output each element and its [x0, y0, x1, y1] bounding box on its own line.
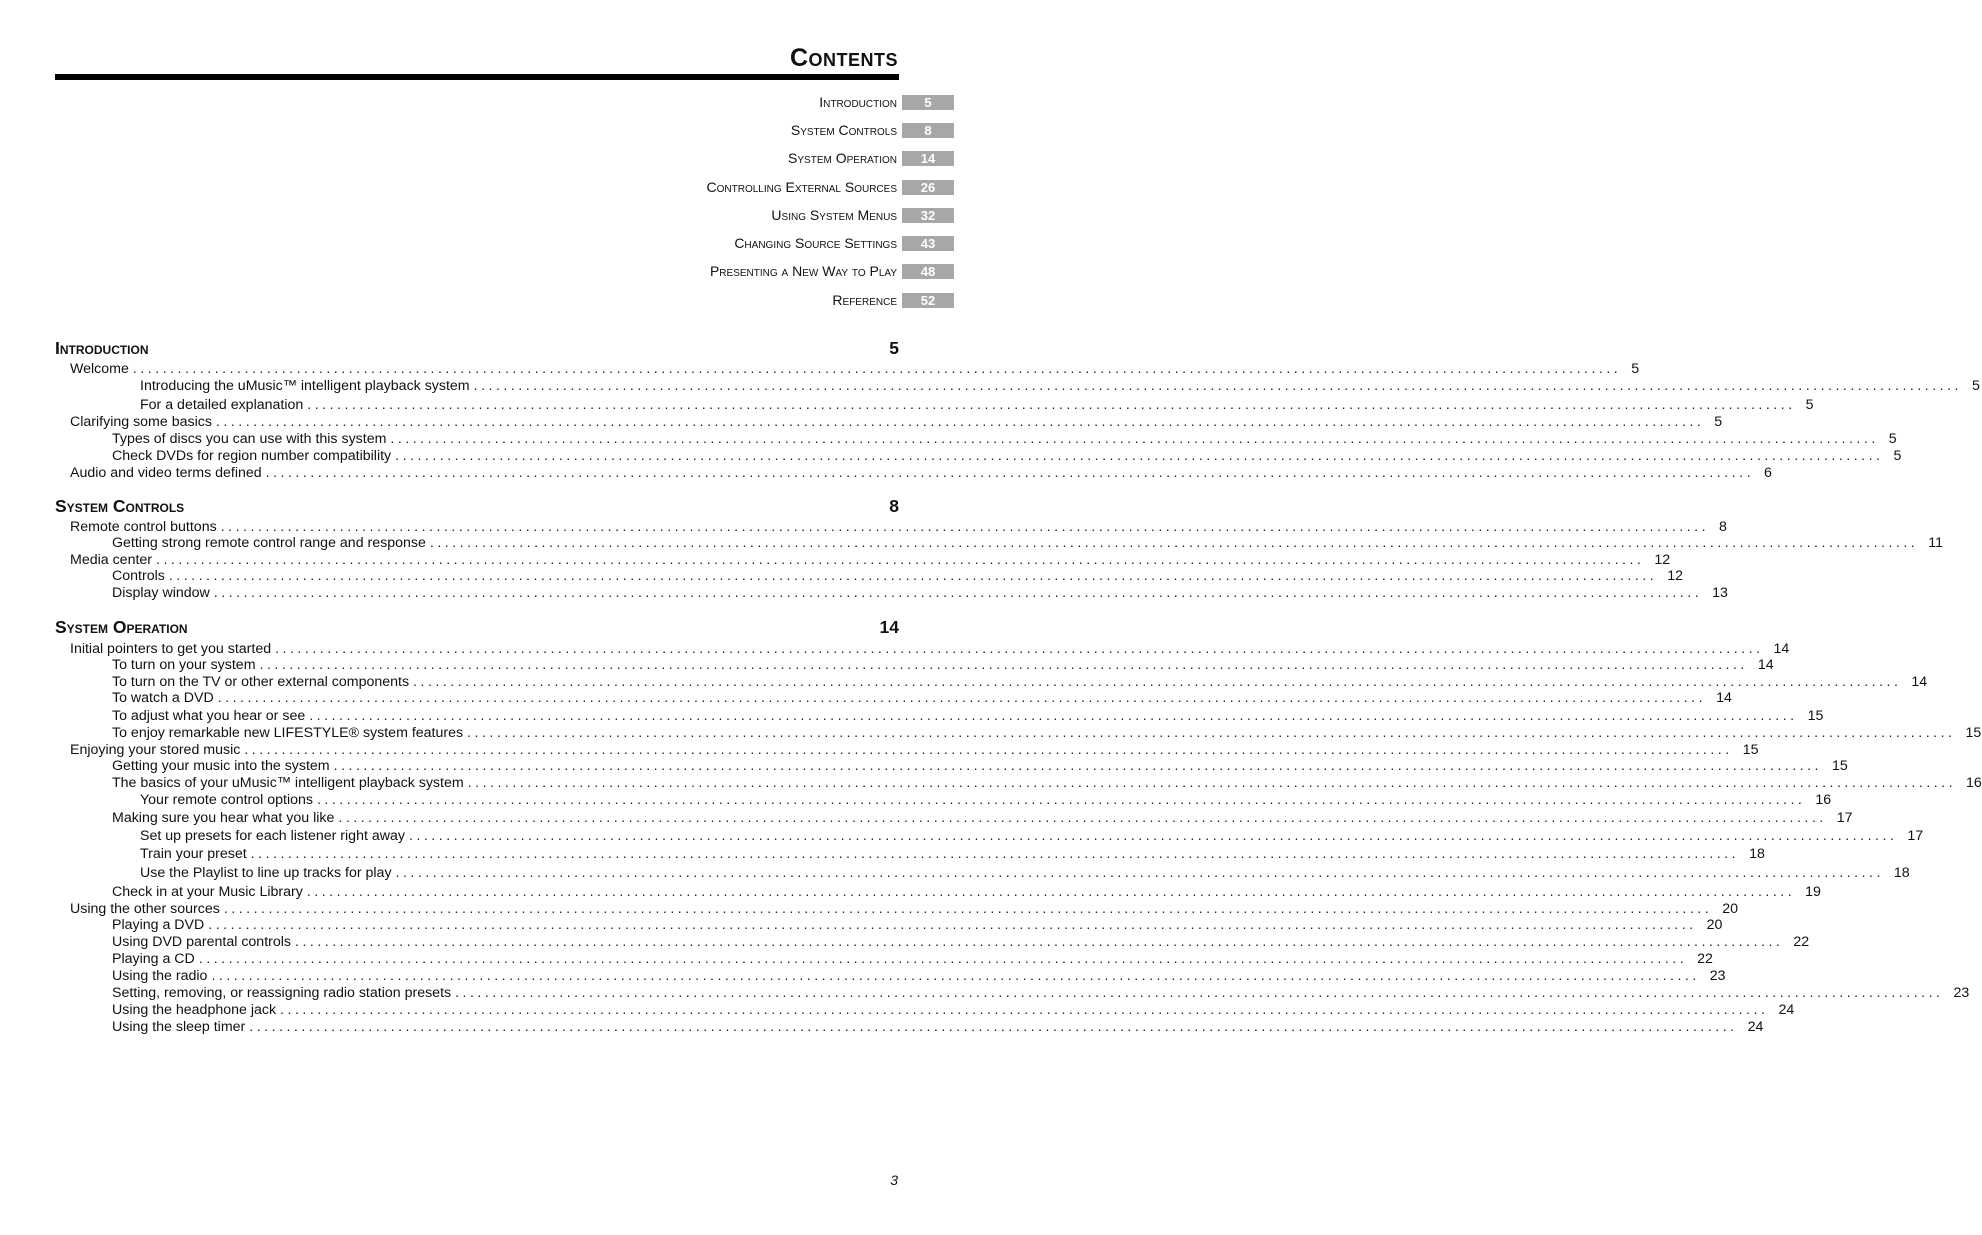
toc-entry-page: 20	[1722, 901, 1738, 917]
dot-leader: ........................................................................................................................................................................................................	[198, 951, 1688, 967]
toc-entry[interactable]	[70, 465, 1772, 482]
toc-entry-label: Clarifying some basics	[70, 414, 212, 430]
dot-leader: ........................................................................................................................................................................................................	[213, 585, 1703, 601]
toc-entry[interactable]	[70, 901, 1738, 918]
dot-leader: ........................................................................................................................................................................................................	[306, 884, 1796, 900]
dot-leader: ........................................................................................................................................................................................................	[295, 934, 1784, 950]
toc-entry-label: To turn on your system	[112, 657, 256, 673]
toc-entry-page: 6	[1764, 465, 1772, 481]
chapter-tab-page: 14	[902, 151, 954, 166]
page-number: 3	[890, 1172, 898, 1188]
dot-leader: ........................................................................................................................................................................................................	[223, 901, 1713, 917]
toc-entry[interactable]	[112, 775, 1982, 792]
toc-entry-label: Getting your music into the system	[112, 758, 330, 774]
toc-entry-page: 13	[1712, 585, 1728, 601]
chapter-tab-page: 8	[902, 123, 954, 138]
toc-entry[interactable]	[140, 828, 1924, 845]
toc-entry-label: Getting strong remote control range and response	[112, 535, 426, 551]
dot-leader: ........................................................................................................................................................................................................	[467, 775, 1957, 791]
dot-leader: ........................................................................................................................................................................................................	[338, 810, 1827, 826]
toc-entry-label: Playing a CD	[112, 951, 195, 967]
dot-leader: ........................................................................................................................................................................................................	[395, 865, 1884, 881]
dot-leader: ........................................................................................................................................................................................................	[249, 1019, 1738, 1035]
toc-entry-page: 24	[1747, 1019, 1764, 1035]
dot-leader: ........................................................................................................................................................................................................	[316, 792, 1806, 808]
toc-entry[interactable]	[112, 690, 1732, 707]
dot-leader: ........................................................................................................................................................................................................	[307, 397, 1796, 413]
chapter-tab-page: 43	[902, 236, 954, 251]
toc-entry[interactable]	[140, 865, 1910, 882]
toc-entry-page: 23	[1709, 968, 1726, 984]
dot-leader: ........................................................................................................................................................................................................	[259, 657, 1748, 673]
section-title: System Operation	[55, 617, 188, 637]
section-title: Introduction	[55, 338, 149, 358]
toc-entry-label: Your remote control options	[140, 792, 313, 808]
toc-entry-page: 5	[1631, 361, 1640, 377]
toc-entry[interactable]	[112, 431, 1897, 448]
chapter-tab-label: Using System Menus	[771, 207, 897, 223]
toc-entry-label: Setting, removing, or reassigning radio station presets	[112, 985, 452, 1001]
toc-entry-label: Use the Playlist to line up tracks for play	[140, 865, 392, 881]
dot-leader: ........................................................................................................................................................................................................	[132, 361, 1622, 377]
toc-entry-page: 5	[1805, 397, 1814, 413]
toc-entry[interactable]	[112, 708, 1824, 725]
toc-entry-page: 14	[1911, 674, 1928, 690]
toc-entry-page: 24	[1778, 1002, 1795, 1018]
toc-entry-label: Using the headphone jack	[112, 1002, 277, 1018]
dot-leader: ........................................................................................................................................................................................................	[408, 828, 1898, 844]
section-title: System Controls	[55, 496, 185, 516]
section-heading[interactable]	[55, 617, 899, 639]
toc-entry-label: Playing a DVD	[112, 917, 205, 933]
toc-entry-label: To enjoy remarkable new LIFESTYLE® system features	[112, 725, 464, 741]
toc-entry-label: To watch a DVD	[112, 690, 214, 706]
toc-entry-label: Set up presets for each listener right away	[140, 828, 405, 844]
toc-entry-page: 5	[1971, 378, 1980, 394]
toc-entry-label: Types of discs you can use with this system	[112, 431, 387, 447]
chapter-tab-page: 52	[902, 293, 954, 308]
toc-entry-page: 14	[1773, 641, 1790, 657]
toc-entry[interactable]	[112, 968, 1726, 985]
toc-entry[interactable]	[70, 414, 1723, 431]
toc-entry[interactable]	[70, 742, 1759, 759]
toc-entry-page: 8	[1719, 519, 1727, 535]
toc-entry[interactable]	[140, 846, 1765, 863]
toc-entry-label: To turn on the TV or other external components	[112, 674, 410, 690]
toc-entry-page: 14	[1716, 690, 1732, 706]
toc-entry-label: Initial pointers to get you started	[70, 641, 272, 657]
toc-entry-label: Train your preset	[140, 846, 247, 862]
toc-entry[interactable]	[112, 657, 1774, 674]
dot-leader: ........................................................................................................................................................................................................	[455, 985, 1944, 1001]
toc-entry[interactable]	[112, 674, 1928, 691]
toc-entry[interactable]	[112, 951, 1713, 968]
dot-leader: ........................................................................................................................................................................................................	[215, 414, 1705, 430]
toc-entry-page: 16	[1815, 792, 1832, 808]
chapter-tab-page: 48	[902, 264, 954, 279]
toc-entry[interactable]	[70, 519, 1727, 536]
toc-entry[interactable]	[112, 725, 1982, 742]
toc-entry-page: 18	[1749, 846, 1765, 862]
toc-entry[interactable]	[112, 568, 1683, 585]
section-heading[interactable]	[55, 338, 899, 360]
toc-entry-page: 23	[1953, 985, 1970, 1001]
chapter-tab-page: 26	[902, 180, 954, 195]
toc-entry[interactable]	[112, 1002, 1795, 1019]
section-heading[interactable]	[55, 496, 899, 518]
toc-entry[interactable]	[112, 985, 1970, 1002]
toc-entry[interactable]	[112, 585, 1728, 602]
dot-leader: ........................................................................................................................................................................................................	[429, 535, 1919, 551]
toc-entry-page: 15	[1965, 725, 1982, 741]
toc-entry-label: Using the sleep timer	[112, 1019, 246, 1035]
toc-entry-page: 11	[1928, 535, 1943, 551]
toc-entry[interactable]	[112, 884, 1821, 901]
toc-entry-label: Controls	[112, 568, 165, 584]
toc-entry[interactable]	[112, 810, 1853, 827]
toc-entry-page: 19	[1805, 884, 1821, 900]
dot-leader: ........................................................................................................................................................................................................	[309, 708, 1798, 724]
toc-entry-label: Introducing the uMusic™ intelligent playback system	[140, 378, 470, 394]
toc-entry[interactable]	[112, 917, 1723, 934]
toc-entry-label: Enjoying your stored music	[70, 742, 241, 758]
chapter-tab-page: 32	[902, 208, 954, 223]
toc-entry-page: 17	[1836, 810, 1853, 826]
dot-leader: ........................................................................................................................................................................................................	[244, 742, 1733, 758]
toc-entry-label: Check in at your Music Library	[112, 884, 303, 900]
toc-entry-label: For a detailed explanation	[140, 397, 304, 413]
chapter-tab-label: Reference	[832, 292, 897, 308]
toc-entry[interactable]	[70, 552, 1671, 569]
dot-leader: ........................................................................................................................................................................................................	[208, 917, 1697, 933]
toc-entry[interactable]	[112, 448, 1902, 465]
page-title: Contents	[789, 44, 898, 72]
toc-entry-page: 12	[1667, 568, 1683, 584]
toc-entry-label: Remote control buttons	[70, 519, 217, 535]
toc-entry-page: 5	[1714, 414, 1723, 430]
toc-entry-page: 18	[1893, 865, 1910, 881]
toc-entry-page: 16	[1966, 775, 1982, 791]
toc-entry[interactable]	[112, 1019, 1764, 1036]
section-page-number: 14	[879, 617, 899, 637]
dot-leader: ........................................................................................................................................................................................................	[250, 846, 1740, 862]
toc-entry-label: Using DVD parental controls	[112, 934, 291, 950]
toc-entry-label: Using the other sources	[70, 901, 220, 917]
toc-entry[interactable]	[140, 397, 1814, 414]
toc-entry-page: 15	[1807, 708, 1824, 724]
toc-entry-page: 15	[1742, 742, 1759, 758]
dot-leader: ........................................................................................................................................................................................................	[211, 968, 1700, 984]
toc-entry-label: Using the radio	[112, 968, 208, 984]
dot-leader: ........................................................................................................................................................................................................	[220, 519, 1710, 535]
dot-leader: ........................................................................................................................................................................................................	[265, 465, 1755, 481]
dot-leader: ........................................................................................................................................................................................................	[156, 552, 1645, 568]
dot-leader: ........................................................................................................................................................................................................	[333, 758, 1822, 774]
dot-leader: ........................................................................................................................................................................................................	[467, 725, 1956, 741]
chapter-tab-label: Controlling External Sources	[706, 179, 897, 195]
toc-entry[interactable]	[140, 792, 1832, 809]
toc-entry-page: 14	[1757, 657, 1774, 673]
toc-entry[interactable]	[112, 535, 1943, 552]
toc-entry-label: Audio and video terms defined	[70, 465, 262, 481]
chapter-tab-label: System Operation	[788, 150, 897, 166]
toc-entry[interactable]	[112, 758, 1848, 775]
chapter-tab-label: System Controls	[790, 122, 897, 138]
dot-leader: ........................................................................................................................................................................................................	[217, 690, 1707, 706]
section-page-number: 5	[889, 338, 899, 358]
toc-entry-label: Welcome	[70, 361, 129, 377]
toc-entry-label: To adjust what you hear or see	[112, 708, 306, 724]
toc-entry-label: The basics of your uMusic™ intelligent playback system	[112, 775, 464, 791]
chapter-tab-label: Presenting a New Way to Play	[709, 263, 897, 279]
toc-entry[interactable]	[70, 641, 1790, 658]
toc-entry-page: 22	[1697, 951, 1713, 967]
dot-leader: ........................................................................................................................................................................................................	[395, 448, 1884, 464]
chapter-tab-label: Changing Source Settings	[734, 235, 897, 251]
toc-entry-page: 5	[1893, 448, 1902, 464]
dot-leader: ........................................................................................................................................................................................................	[473, 378, 1962, 394]
toc-entry-label: Check DVDs for region number compatibility	[112, 448, 392, 464]
dot-leader: ........................................................................................................................................................................................................	[168, 568, 1658, 584]
dot-leader: ........................................................................................................................................................................................................	[390, 431, 1879, 447]
toc-entry-label: Making sure you hear what you like	[112, 810, 335, 826]
dot-leader: ........................................................................................................................................................................................................	[275, 641, 1764, 657]
toc-entry-page: 12	[1654, 552, 1671, 568]
toc-entry-page: 20	[1706, 917, 1723, 933]
toc-entry-page: 5	[1888, 431, 1897, 447]
chapter-tab-page: 5	[902, 95, 954, 110]
toc-entry-page: 17	[1907, 828, 1924, 844]
toc-entry-page: 15	[1832, 758, 1848, 774]
toc-entry[interactable]	[140, 378, 1980, 395]
toc-entry-label: Media center	[70, 552, 153, 568]
section-page-number: 8	[889, 496, 899, 516]
toc-entry-label: Display window	[112, 585, 210, 601]
dot-leader: ........................................................................................................................................................................................................	[280, 1002, 1769, 1018]
dot-leader: ........................................................................................................................................................................................................	[413, 674, 1902, 690]
toc-entry[interactable]	[112, 934, 1810, 951]
chapter-tab-label: Introduction	[819, 94, 897, 110]
toc-entry[interactable]	[70, 361, 1640, 378]
toc-entry-page: 22	[1793, 934, 1810, 950]
